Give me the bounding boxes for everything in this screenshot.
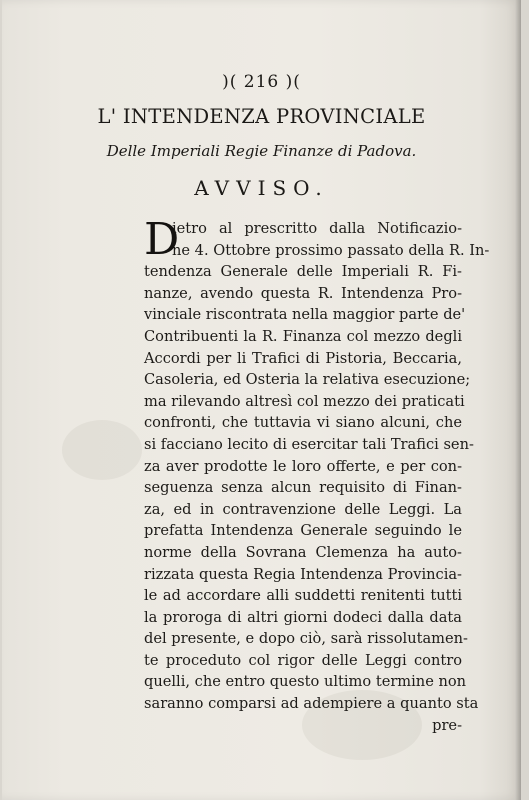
notice-body <box>144 214 490 736</box>
body-line: Casoleria, ed Osteria la relativa esecuzione; <box>144 371 471 389</box>
body-line: za, ed in contravenzione delle Leggi. La <box>144 500 462 518</box>
body-line: nanze, avendo questa R. Intendenza Pro- <box>144 284 462 302</box>
notice-title: AVVISO. <box>194 176 329 200</box>
body-line: Contribuenti la R. Finanza col mezzo degli <box>144 327 462 345</box>
body-line: te proceduto col rigor delle Leggi contro <box>144 651 462 669</box>
body-line: Accordi per li Trafici di Pistoria, Beccaria, <box>144 349 462 367</box>
body-line: norme della Sovrana Clemenza ha auto- <box>144 543 462 561</box>
body-line: ma rilevando altresì col mezzo dei praticati <box>144 392 465 410</box>
body-line: ietro al prescritto dalla Notificazio- <box>172 220 462 237</box>
notice-subheading: Delle Imperiali Regie Finanze di Padova. <box>106 142 417 160</box>
body-line: la proroga di altri giorni dodeci dalla data <box>144 608 462 626</box>
page-edge-shadow <box>515 0 521 800</box>
page-number: )( 216 )( <box>222 72 301 92</box>
body-line: del presente, e dopo ciò, sarà rissolutamen- <box>144 630 468 648</box>
body-line: ne 4. Ottobre prossimo passato della R. In- <box>172 241 490 259</box>
drop-cap: D <box>144 214 180 265</box>
body-line: rizzata questa Regia Intendenza Provincia- <box>144 565 462 583</box>
body-line: le ad accordare alli suddetti renitenti tutti <box>144 587 462 605</box>
body-line: seguenza senza alcun requisito di Finan- <box>144 479 462 497</box>
catchword: pre- <box>432 716 462 734</box>
body-line: vinciale riscontrata nella maggior parte de' <box>144 306 466 324</box>
body-line: si facciano lecito di esercitar tali Trafici sen- <box>144 435 474 453</box>
document-page <box>2 0 521 800</box>
body-line: prefatta Intendenza Generale seguindo le <box>144 522 462 540</box>
paper-stain <box>62 420 142 480</box>
body-line: quelli, che entro questo ultimo termine non <box>144 673 467 691</box>
notice-heading: L' INTENDENZA PROVINCIALE <box>97 105 426 128</box>
body-line: za aver prodotte le loro offerte, e per con- <box>144 457 462 475</box>
body-line: confronti, che tuttavia vi siano alcuni, che <box>144 414 462 432</box>
body-line: saranno comparsi ad adempiere a quanto sta <box>144 695 479 713</box>
body-line: tendenza Generale delle Imperiali R. Fi- <box>144 263 462 281</box>
